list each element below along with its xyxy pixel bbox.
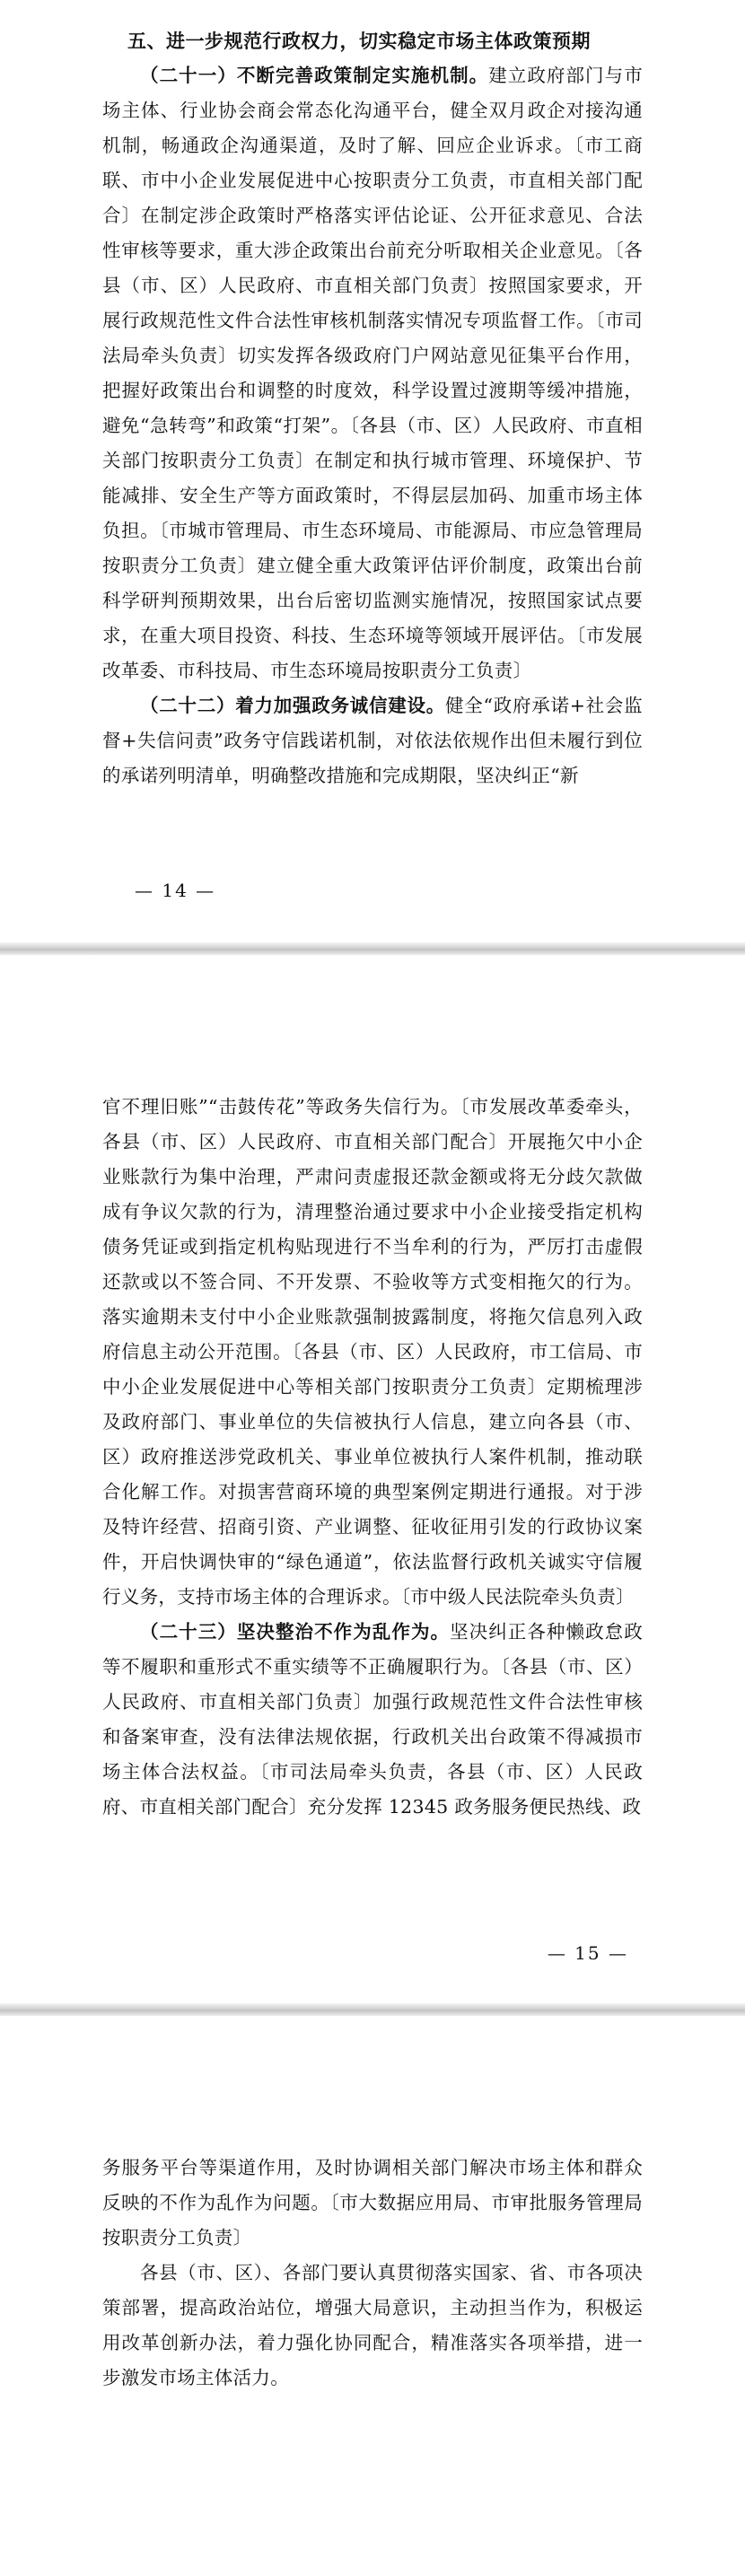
page-separator xyxy=(0,2003,745,2016)
clause-22-title: （二十二）着力加强政务诚信建设。 xyxy=(140,695,446,716)
document-page-16 xyxy=(0,2016,745,2576)
document-page-15 xyxy=(0,955,745,2003)
clause-23-title: （二十三）坚决整治不作为乱作为。 xyxy=(140,1621,451,1643)
clause-22-body: 健全“政府承诺+社会监督+失信问责”政务守信践诺机制，对依法依规作出但未履行到位的承诺列明清单，明确整改措施和完成期限，坚决纠正“新 xyxy=(102,695,643,786)
clause-23-body: 坚决纠正各种懒政怠政等不履职和重形式不重实绩等不正确履职行为。〔各县（市、区）人民政府、市直相关部门负责〕加强行政规范性文件合法性审核和备案审查，没有法律法规依据，行政机关出台政策不得减损市场主体合法权益。〔市司法局牵头负责，各县（市、区）人民政府、市直相关部门配合〕充分发挥 12345 政务服务便民热线、政 xyxy=(102,1621,644,1818)
clause-22-paragraph xyxy=(102,688,643,793)
section-heading: 五、进一步规范行政权力，切实稳定市场主体政策预期 xyxy=(127,30,591,52)
clause-22-continued: 官不理旧账”“击鼓传花”等政务失信行为。〔市发展改革委牵头，各县（市、区）人民政府、市直相关部门配合〕开展拖欠中小企业账款行为集中治理，严肃问责虚报还款金额或将无分歧欠款做成有争议欠款的行为，清理整治通过要求中小企业接受指定机构债务凭证或到指定机构贴现进行不当牟利的行为，严厉打击虚假还款或以不签合同、不开发票、不验收等方式变相拖欠的行为。落实逾期未支付中小企业账款强制披露制度，将拖欠信息列入政府信息主动公开范围。〔各县（市、区）人民政府，市工信局、市中小企业发展促进中心等相关部门按职责分工负责〕定期梳理涉及政府部门、事业单位的失信被执行人信息，建立向各县（市、区）政府推送涉党政机关、事业单位被执行人案件机制，推动联合化解工作。对损害营商环境的典型案例定期进行通报。对于涉及特许经营、招商引资、产业调整、征收征用引发的行政协议案件，开启快调快审的“绿色通道”，依法监督行政机关诚实守信履行义务，支持市场主体的合理诉求。〔市中级人民法院牵头负责〕 xyxy=(102,1096,643,1608)
closing-paragraph: 各县（市、区）、各部门要认真贯彻落实国家、省、市各项决策部署，提高政治站位，增强大局意识，主动担当作为，积极运用改革创新办法，着力强化协同配合，精准落实各项举措，进一步激发市场主体活力。 xyxy=(102,2262,643,2388)
page-separator xyxy=(0,942,745,955)
clause-21-title: （二十一）不断完善政策制定实施机制。 xyxy=(140,65,489,86)
clause-23-continued: 务服务平台等渠道作用，及时协调相关部门解决市场主体和群众反映的不作为乱作为问题。〔市大数据应用局、市审批服务管理局按职责分工负责〕 xyxy=(102,2157,643,2248)
page-number: — 14 — xyxy=(135,880,216,901)
document-page-14 xyxy=(0,0,745,942)
clause-21-paragraph xyxy=(102,58,643,688)
clause-23-paragraph xyxy=(102,1615,643,1825)
page-number: — 15 — xyxy=(547,1942,628,1964)
clause-21-body: 建立政府部门与市场主体、行业协会商会常态化沟通平台，健全双月政企对接沟通机制，畅通政企沟通渠道，及时了解、回应企业诉求。〔市工商联、市中小企业发展促进中心按职责分工负责，市直相关部门配合〕在制定涉企政策时严格落实评估论证、公开征求意见、合法性审核等要求，重大涉企政策出台前充分听取相关企业意见。〔各县（市、区）人民政府、市直相关部门负责〕按照国家要求，开展行政规范性文件合法性审核机制落实情况专项监督工作。〔市司法局牵头负责〕切实发挥各级政府门户网站意见征集平台作用，把握好政策出台和调整的时度效，科学设置过渡期等缓冲措施，避免“急转弯”和政策“打架”。〔各县（市、区）人民政府、市直相关部门按职责分工负责〕在制定和执行城市管理、环境保护、节能减排、安全生产等方面政策时，不得层层加码、加重市场主体负担。〔市城市管理局、市生态环境局、市能源局、市应急管理局按职责分工负责〕建立健全重大政策评估评价制度，政策出台前科学研判预期效果，出台后密切监测实施情况，按照国家试点要求，在重大项目投资、科技、生态环境等领域开展评估。〔市发展改革委、市科技局、市生态环境局按职责分工负责〕 xyxy=(102,65,643,681)
